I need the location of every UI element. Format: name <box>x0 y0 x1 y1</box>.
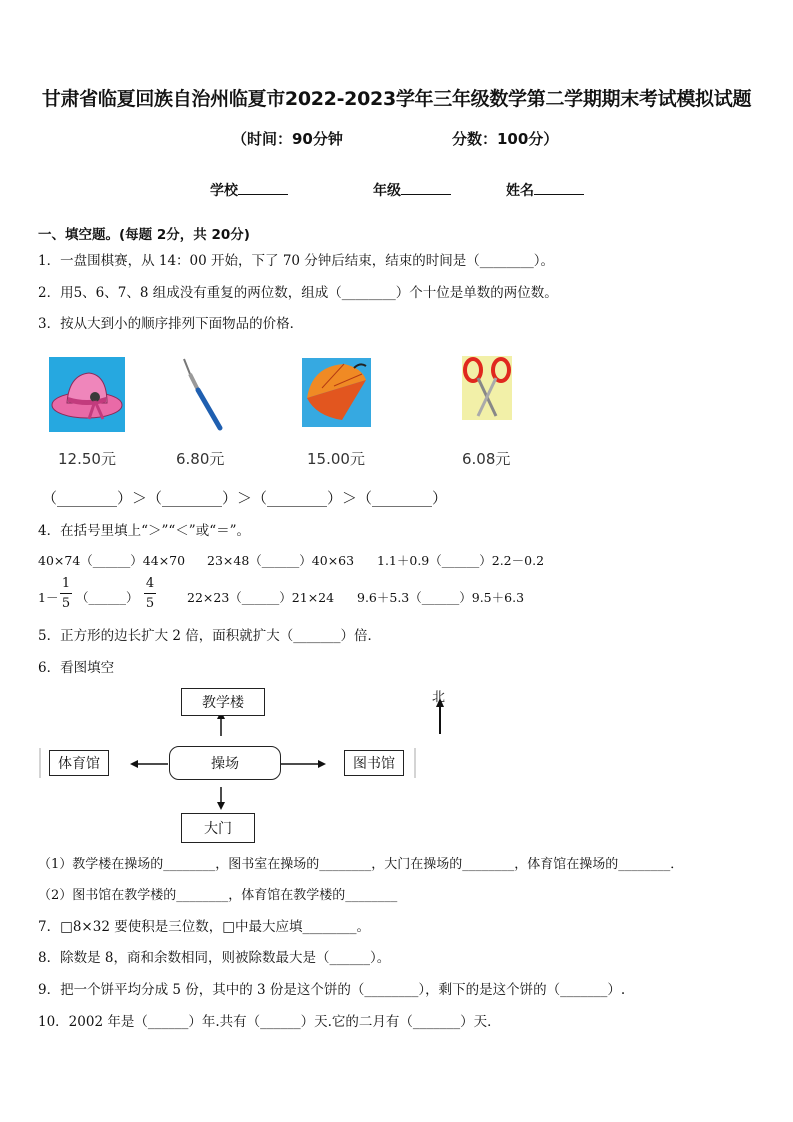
question-5: 5．正方形的边长扩大 2 倍，面积就扩大（_______）倍． <box>38 628 382 644</box>
fraction-left: 1 5 <box>61 576 71 611</box>
price-pen: 6.80元 <box>176 450 225 468</box>
q4-item-2: 23×48（______）40×63 <box>207 553 355 568</box>
question-4: 4．在括号里填上“＞”“＜”或“＝”。 <box>38 523 250 539</box>
pen-icon <box>178 356 226 432</box>
exam-time: （时间：90分钟 <box>232 130 343 148</box>
scissors-icon <box>462 356 512 420</box>
hat-icon <box>49 357 125 432</box>
question-3-answer: （________）＞（________）＞（________）＞（________） <box>42 489 448 507</box>
price-hat: 12.50元 <box>58 450 116 468</box>
question-9: 9．把一个饼平均分成 5 份，其中的 3 份是这个饼的（________），剩下的是这个饼的（_______）. <box>38 982 626 998</box>
main-gate: 大门 <box>181 813 255 843</box>
price-umbrella: 15.00元 <box>307 450 365 468</box>
fraction-right: 4 5 <box>145 576 155 611</box>
exam-score: 分数：100分） <box>452 130 559 148</box>
grade-field: 年级 <box>373 180 451 200</box>
question-6-2: （2）图书馆在教学楼的________，体育馆在教学楼的________ <box>38 888 398 903</box>
question-8: 8．除数是 8，商和余数相同，则被除数最大是（______）。 <box>38 950 391 966</box>
q4-item-6: 9.6＋5.3（______）9.5＋6.3 <box>357 590 525 605</box>
q4-prefix: 1－ <box>38 590 59 605</box>
question-7: 7．□8×32 要使积是三位数，□中最大应填________。 <box>38 919 370 935</box>
playground: 操场 <box>169 746 281 780</box>
question-3: 3．按从大到小的顺序排列下面物品的价格． <box>38 316 304 332</box>
page-title: 甘肃省临夏回族自治州临夏市2022-2023学年三年级数学第二学期期末考试模拟试题 <box>41 88 752 110</box>
question-6-1: （1）教学楼在操场的________，图书室在操场的________，大门在操场的________，体育馆在操场的________． <box>38 857 684 872</box>
q4-item-1: 40×74（______）44×70 <box>38 553 186 568</box>
question-10: 10．2002 年是（______）年.共有（______）天.它的二月有（_______）天． <box>38 1014 501 1030</box>
umbrella-icon <box>302 358 371 427</box>
building-library: 图书馆 <box>344 750 404 776</box>
question-1: 1．一盘围棋赛，从 14：00 开始，下了 70 分钟后结束，结束的时间是（________）。 <box>38 253 555 269</box>
question-6: 6．看图填空 <box>38 660 115 676</box>
q4-blank: （______） <box>76 590 139 605</box>
building-teaching: 教学楼 <box>181 688 265 716</box>
price-scissors: 6.08元 <box>462 450 511 468</box>
q4-item-3: 1.1＋0.9（______）2.2－0.2 <box>377 553 545 568</box>
q4-item-5: 22×23（______）21×24 <box>187 590 335 605</box>
building-gym: 体育馆 <box>49 750 109 776</box>
school-field: 学校 <box>210 180 288 200</box>
name-field: 姓名 <box>506 180 584 200</box>
question-2: 2．用5、6、7、8 组成没有重复的两位数，组成（________）个十位是单数的两位数。 <box>38 285 558 301</box>
north-label: 北 <box>432 690 446 705</box>
section-heading: 一、填空题。(每题 2分，共 20分) <box>38 227 250 243</box>
